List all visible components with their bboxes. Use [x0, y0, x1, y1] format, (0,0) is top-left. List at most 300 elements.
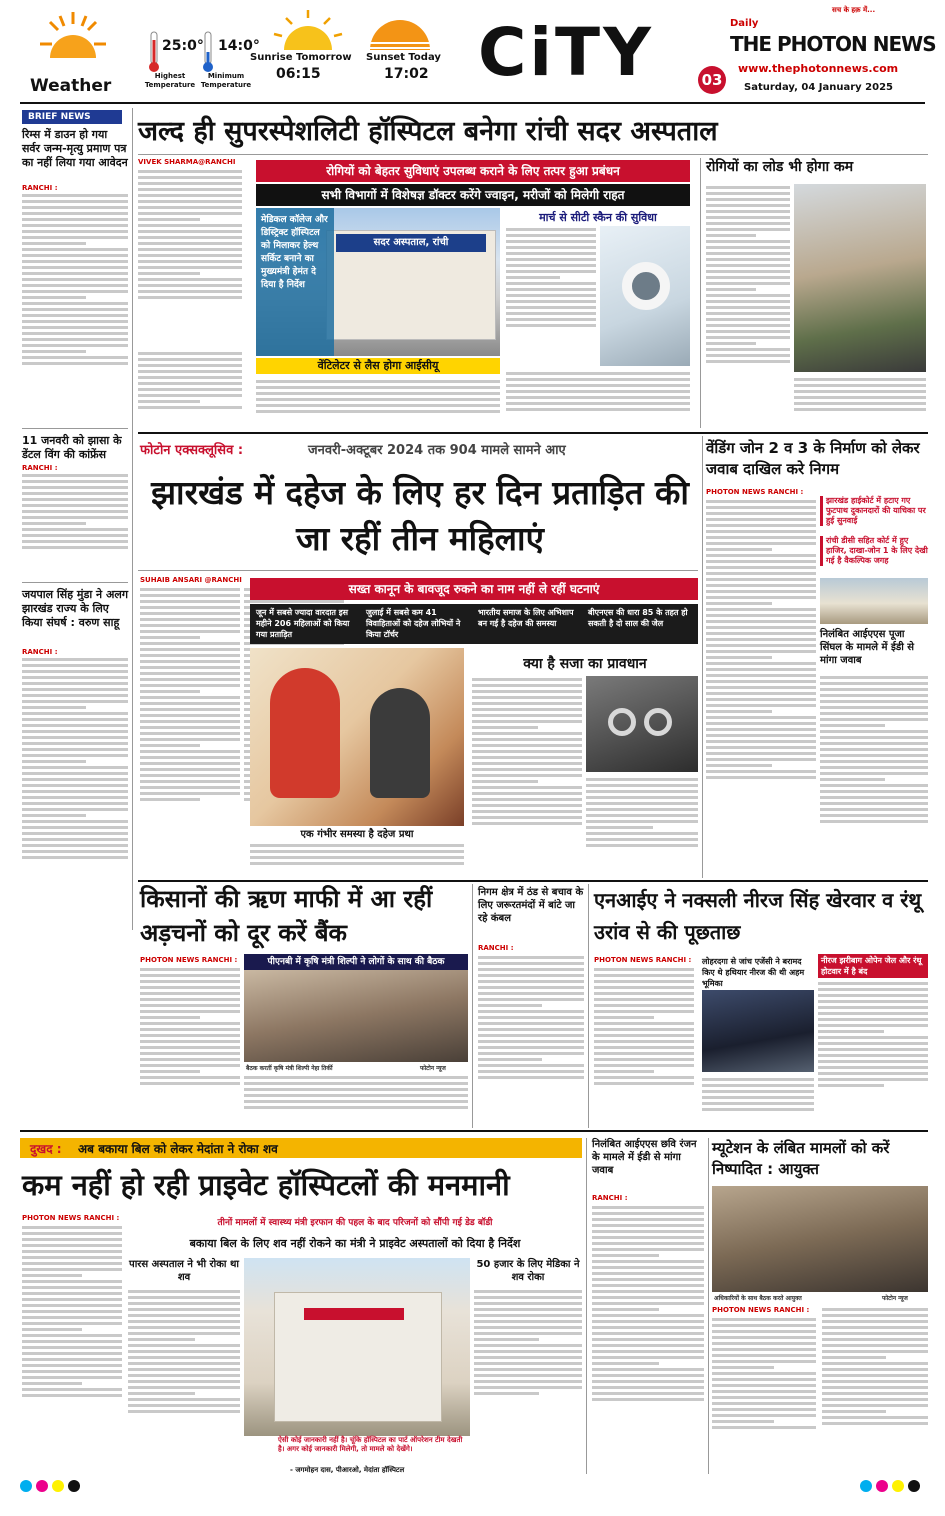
text-line [140, 980, 240, 983]
text-line [478, 1016, 584, 1019]
text-line [22, 700, 128, 703]
text-line [706, 192, 790, 195]
fact-4: बीएनएस की धारा 85 के तहत हो सकती है दो साल की जेल [588, 608, 688, 628]
text-line [478, 980, 584, 983]
text-line [706, 590, 816, 593]
text-line [592, 1338, 704, 1341]
farmers-byline: PHOTON NEWS RANCHI : [140, 956, 238, 964]
text-line [22, 230, 128, 233]
text-line [820, 676, 928, 679]
lead-hospital-photo [256, 208, 500, 356]
text-line [594, 1034, 694, 1037]
text-line [712, 1348, 816, 1351]
text-line [818, 1012, 928, 1015]
text-line [592, 1212, 704, 1215]
text-line [706, 584, 816, 587]
text-line [128, 1380, 240, 1383]
text-line [140, 992, 240, 995]
text-line [140, 702, 240, 705]
text-line [820, 712, 928, 715]
text-line [706, 764, 772, 767]
text-line [706, 572, 816, 575]
text-line [140, 642, 240, 645]
text-line [22, 850, 128, 853]
text-line [22, 1388, 122, 1391]
text-line [822, 1386, 928, 1389]
text-line [822, 1416, 928, 1419]
text-line [140, 684, 240, 687]
text-line [706, 228, 790, 231]
text-line [794, 408, 926, 411]
farmers-photo-strap: पीएनबी में कृषि मंत्री शिल्पी ने लोगों के साथ की बैठक [244, 954, 468, 970]
text-line [706, 542, 816, 545]
text-line [138, 182, 242, 185]
text-line [594, 1052, 694, 1055]
text-line [22, 1358, 122, 1361]
text-line [594, 1082, 694, 1085]
text-line [706, 276, 790, 279]
text-line [794, 402, 926, 405]
text-line [22, 808, 128, 811]
text-line [472, 792, 582, 795]
text-line [140, 1028, 240, 1031]
brief-body-3 [22, 656, 128, 928]
text-line [472, 816, 582, 819]
text-line [820, 790, 928, 793]
text-line [820, 766, 928, 769]
text-line [22, 278, 128, 281]
text-line [472, 678, 582, 681]
text-line [22, 736, 128, 739]
text-line [818, 1060, 928, 1063]
law-head: क्या है सजा का प्रावधान [523, 656, 647, 672]
text-line [506, 234, 596, 237]
text-line [138, 236, 242, 239]
text-line [706, 680, 816, 683]
mutation-photo-caption: अधिकारियों के साथ बैठक करते आयुक्त [714, 1295, 802, 1302]
text-line [472, 822, 582, 825]
text-line [22, 796, 128, 799]
quote-text: ऐसी कोई जानकारी नहीं है। चूंकि हॉस्पिटल का पार्ट ऑपरेशन टीम देखती है। अगर कोई जानकारी मिलेगी, तो मामले को देखेंगे। [278, 1436, 463, 1453]
text-line [592, 1248, 704, 1251]
low-temp: 14:0° [218, 38, 260, 54]
sun-icon [38, 10, 108, 70]
text-line [22, 1226, 122, 1229]
text-line [820, 784, 928, 787]
text-line [702, 1096, 814, 1099]
text-line [22, 832, 128, 835]
mutation-headline: म्यूटेशन के लंबित मामलों को करें निष्पादित : आयुक्त [712, 1139, 890, 1178]
text-line [594, 1028, 694, 1031]
text-line [140, 1064, 240, 1067]
text-line [22, 320, 128, 323]
text-line [506, 276, 560, 279]
text-line [820, 742, 928, 745]
text-line [22, 658, 128, 661]
text-line [138, 394, 242, 397]
text-line [506, 408, 690, 411]
text-line [140, 672, 240, 675]
text-line [22, 474, 128, 477]
text-line [506, 294, 596, 297]
text-line [506, 282, 596, 285]
text-line [592, 1332, 704, 1335]
text-line [820, 700, 928, 703]
text-line [594, 968, 694, 971]
text-line [128, 1410, 240, 1413]
farmers-meeting-photo [244, 970, 468, 1062]
text-line [22, 504, 128, 507]
brief-dateline-3: RANCHI : [22, 648, 58, 656]
text-line [472, 810, 582, 813]
text-line [474, 1308, 582, 1311]
text-line [594, 998, 694, 1001]
text-line [140, 756, 240, 759]
text-line [478, 1076, 584, 1079]
lower-dark-strap: बकाया बिल के लिए शव नहीं रोकने का मंत्री ने प्राइवेट अस्पतालों को दिया है निर्देश [128, 1234, 582, 1254]
text-line [822, 1404, 928, 1407]
nigam-body [478, 954, 584, 1126]
text-line [822, 1368, 928, 1371]
low-temp-label: Minimum Temperature [200, 72, 252, 89]
text-line [474, 1320, 582, 1323]
text-line [586, 826, 653, 829]
text-line [128, 1296, 240, 1299]
text-line [820, 772, 928, 775]
text-line [22, 314, 128, 317]
text-line [140, 1004, 240, 1007]
text-line [592, 1356, 704, 1359]
text-line [140, 798, 200, 801]
nia-headline: एनआईए ने नक्सली नीरज सिंह खेरवार व रंथू उरांव से की पूछताछ [594, 888, 922, 944]
text-line [594, 1058, 694, 1061]
lower-kicker: दुखद : [30, 1142, 62, 1156]
text-line [818, 1066, 928, 1069]
text-line [138, 370, 242, 373]
text-line [244, 1106, 468, 1109]
text-line [820, 694, 928, 697]
text-line [22, 676, 128, 679]
text-line [706, 240, 790, 243]
lower-red-strap: तीनों मामलों में स्वास्थ्य मंत्री इरफान की पहल के बाद परिजनों को सौंपी गई डेड बॉडी [128, 1214, 582, 1232]
text-line [128, 1326, 240, 1329]
text-line [594, 1010, 694, 1013]
vending-byline: PHOTON NEWS RANCHI : [706, 488, 804, 496]
text-line [472, 720, 582, 723]
text-line [22, 200, 128, 203]
text-line [822, 1380, 928, 1383]
text-line [138, 376, 242, 379]
text-line [140, 666, 240, 669]
cmyk-dot-magenta [36, 1480, 48, 1492]
text-line [128, 1386, 240, 1389]
text-line [244, 1076, 468, 1079]
text-line [712, 1330, 816, 1333]
brief-headline-1: रिम्स में डाउन हो गया सर्वर जन्म-मृत्यु प्रमाण पत्र का नहीं लिया गया आवेदन [22, 128, 128, 169]
text-line [822, 1374, 928, 1377]
text-line [140, 744, 200, 747]
text-line [472, 738, 582, 741]
text-line [140, 678, 240, 681]
text-line [128, 1350, 240, 1353]
text-line [506, 270, 596, 273]
text-line [706, 554, 816, 557]
text-line [706, 626, 816, 629]
text-line [706, 746, 816, 749]
text-line [706, 698, 816, 701]
text-line [22, 748, 128, 751]
dowry-graphic-caption: एक गंभीर समस्या है दहेज प्रथा [300, 829, 414, 840]
text-line [22, 742, 128, 745]
text-line [478, 1058, 542, 1061]
text-line [22, 284, 128, 287]
fact-1: जून में सबसे ज्यादा वारदात इस महीने 206 महिलाओं को किया गया प्रताड़ित [256, 608, 350, 639]
text-line [472, 798, 582, 801]
text-line [822, 1362, 928, 1365]
exclusive-byline: SUHAIB ANSARI @RANCHI [140, 576, 242, 584]
text-line [474, 1350, 582, 1353]
text-line [140, 660, 240, 663]
text-line [22, 1286, 122, 1289]
text-line [22, 1316, 122, 1319]
cmyk-dot-yellow-2 [892, 1480, 904, 1492]
text-line [22, 1370, 122, 1373]
text-line [706, 324, 790, 327]
text-line [138, 176, 242, 179]
text-line [592, 1266, 704, 1269]
text-line [250, 844, 464, 847]
text-line [22, 706, 86, 709]
text-line [506, 312, 596, 315]
text-line [474, 1380, 582, 1383]
text-line [818, 988, 928, 991]
text-line [592, 1290, 704, 1293]
text-line [140, 1052, 240, 1055]
text-line [140, 648, 240, 651]
text-line [506, 396, 690, 399]
paper-url[interactable]: www.thephotonnews.com [738, 62, 899, 75]
text-line [706, 662, 816, 665]
text-line [592, 1374, 704, 1377]
text-line [594, 1076, 694, 1079]
text-line [706, 282, 790, 285]
text-line [820, 724, 885, 727]
text-line [586, 814, 698, 817]
text-line [256, 404, 500, 407]
text-line [712, 1396, 816, 1399]
lower-body-col1 [22, 1224, 122, 1462]
fact-2: जुलाई में सबसे कम 41 विवाहिताओं को दहेज लोभियों ने किया टॉर्चर [366, 608, 461, 639]
text-line [706, 318, 790, 321]
text-line [706, 306, 790, 309]
text-line [140, 974, 240, 977]
text-line [594, 1004, 694, 1007]
text-line [586, 784, 698, 787]
text-line [820, 754, 928, 757]
text-line [592, 1260, 704, 1263]
text-line [140, 726, 240, 729]
text-line [140, 732, 240, 735]
ct-scan-head: मार्च से सीटी स्कैन की सुविधा [539, 211, 657, 224]
text-line [22, 844, 128, 847]
text-line [22, 724, 128, 727]
text-line [22, 778, 128, 781]
text-line [706, 342, 756, 345]
text-line [472, 708, 582, 711]
text-line [706, 312, 790, 315]
text-line [138, 242, 242, 245]
text-line [22, 260, 128, 263]
text-line [592, 1296, 704, 1299]
text-line [702, 1090, 814, 1093]
text-line [592, 1314, 704, 1317]
sunset-icon [360, 8, 440, 56]
text-line [592, 1398, 704, 1401]
text-line [478, 1040, 584, 1043]
text-line [818, 1030, 884, 1033]
text-line [478, 1022, 584, 1025]
hospital-building-photo [244, 1258, 470, 1436]
text-line [22, 790, 128, 793]
text-line [138, 272, 200, 275]
text-line [706, 686, 816, 689]
text-line [712, 1336, 816, 1339]
text-line [22, 1346, 122, 1349]
text-line [506, 264, 596, 267]
brief-body-1 [22, 192, 128, 424]
text-line [820, 778, 885, 781]
text-line [22, 688, 128, 691]
text-line [702, 1084, 814, 1087]
text-line [706, 512, 816, 515]
text-line [138, 248, 242, 251]
ed-body [592, 1204, 704, 1472]
text-line [140, 618, 240, 621]
text-line [140, 768, 240, 771]
lead-dark-strap: सभी विभागों में विशेषज्ञ डॉक्टर करेंगे ज्वाइन, मरीजों को मिलेगी राहत [256, 184, 690, 206]
text-line [138, 224, 242, 227]
text-line [592, 1254, 659, 1257]
handcuffs-photo [586, 676, 698, 772]
text-line [22, 760, 86, 763]
text-line [712, 1402, 816, 1405]
text-line [138, 212, 242, 215]
text-line [22, 1376, 122, 1379]
text-line [474, 1314, 582, 1317]
vending-headline: वेंडिंग जोन 2 व 3 के निर्माण को लेकर जवाब दाखिल करे निगम [706, 439, 920, 478]
text-line [478, 1052, 584, 1055]
text-line [138, 188, 242, 191]
text-line [706, 252, 790, 255]
text-line [592, 1230, 704, 1233]
lead-byline: VIVEK SHARMA@RANCHI [138, 158, 236, 166]
brief-dateline-2: RANCHI : [22, 464, 58, 472]
text-line [22, 242, 86, 245]
text-line [22, 224, 128, 227]
text-line [706, 710, 772, 713]
text-line [22, 664, 128, 667]
text-line [822, 1422, 928, 1425]
text-line [140, 968, 240, 971]
text-line [22, 814, 86, 817]
ips-headline: निलंबित आईएएस पूजा सिंघल के मामले में ईडी से मांगा जवाब [820, 629, 915, 666]
text-line [822, 1398, 928, 1401]
text-line [22, 1292, 122, 1295]
text-line [706, 704, 816, 707]
text-line [706, 722, 816, 725]
text-line [592, 1392, 704, 1395]
text-line [22, 534, 128, 537]
text-line [822, 1356, 886, 1359]
text-line [706, 650, 816, 653]
text-line [818, 1048, 928, 1051]
text-line [794, 378, 926, 381]
brief-dateline-1: RANCHI : [22, 184, 58, 192]
text-line [250, 856, 464, 859]
text-line [822, 1410, 886, 1413]
text-line [22, 1256, 122, 1259]
text-line [138, 284, 242, 287]
text-line [138, 296, 242, 299]
law-body-1 [472, 676, 582, 876]
text-line [706, 500, 816, 503]
text-line [586, 808, 698, 811]
text-line [474, 1374, 582, 1377]
text-line [256, 380, 500, 383]
text-line [472, 750, 582, 753]
text-line [706, 776, 816, 779]
text-line [712, 1420, 774, 1423]
text-line [472, 756, 582, 759]
patients-photo [794, 184, 926, 372]
thermometer-hot-icon [148, 30, 160, 78]
ips-body [820, 674, 928, 878]
text-line [140, 1046, 240, 1049]
text-line [472, 684, 582, 687]
vending-body [706, 498, 816, 878]
text-line [820, 760, 928, 763]
text-line [478, 1064, 584, 1067]
text-line [22, 522, 86, 525]
lower-headline: कम नहीं हो रही प्राइवेट हॉस्पिटलों की मनमानी [22, 1168, 510, 1202]
text-line [140, 774, 240, 777]
sunset-time: 17:02 [384, 66, 429, 82]
text-line [140, 1010, 240, 1013]
text-line [138, 266, 242, 269]
text-line [506, 300, 596, 303]
text-line [472, 744, 582, 747]
text-line [244, 1082, 468, 1085]
text-line [706, 300, 790, 303]
nia-body-col3 [702, 1076, 814, 1126]
text-line [592, 1380, 704, 1383]
lead-body-col2 [138, 350, 242, 430]
text-line [474, 1368, 582, 1371]
text-line [256, 398, 500, 401]
text-line [244, 1100, 468, 1103]
text-line [706, 210, 790, 213]
text-line [478, 956, 584, 959]
text-line [128, 1320, 240, 1323]
text-line [592, 1302, 704, 1305]
text-line [22, 1298, 122, 1301]
text-line [128, 1368, 240, 1371]
text-line [22, 1310, 122, 1313]
text-line [706, 758, 816, 761]
side-top-headline: रोगियों का लोड भी होगा कम [706, 159, 854, 175]
text-line [474, 1296, 582, 1299]
text-line [474, 1386, 582, 1389]
